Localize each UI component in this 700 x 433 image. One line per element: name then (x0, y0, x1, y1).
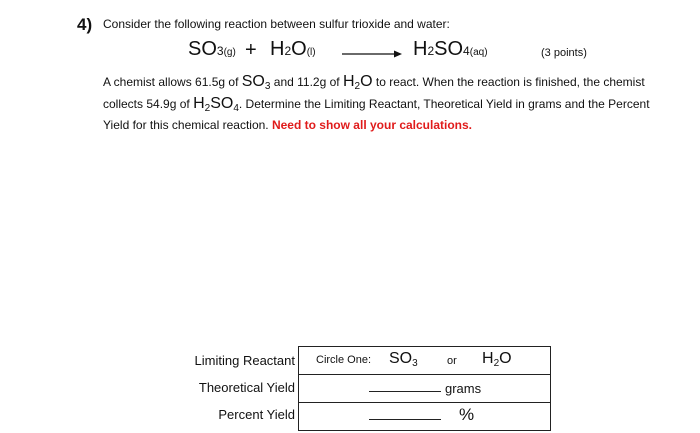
h2so4-state: (aq) (469, 47, 488, 58)
para-h2so4-h: H (193, 95, 205, 112)
limiting-reactant-label: Limiting Reactant (194, 353, 295, 368)
theoretical-yield-label: Theoretical Yield (198, 380, 295, 395)
option-so3-sub: 3 (412, 358, 418, 369)
h2o-h: H (270, 38, 285, 60)
theoretical-yield-cell (299, 375, 551, 403)
para-h2o (343, 73, 373, 90)
para-so3-symbol: SO (241, 73, 265, 90)
para-h2so4-sub2: 4 (233, 103, 239, 114)
para-so3 (242, 73, 271, 90)
h2so4-subscript1: 2 (427, 44, 435, 58)
option-h2o-o: O (499, 350, 512, 367)
percent-yield-label: Percent Yield (218, 407, 295, 422)
percent-yield-blank[interactable] (369, 419, 441, 420)
option-so3-symbol: SO (389, 350, 413, 367)
reaction-arrow-icon (342, 49, 402, 59)
para-text-1: A chemist allows 61.5g of (103, 75, 242, 89)
theoretical-yield-blank[interactable] (369, 391, 441, 392)
percent-yield-row (299, 403, 551, 431)
problem-text (103, 73, 663, 134)
h2o-subscript: 2 (284, 44, 292, 58)
question-number: 4) (77, 15, 93, 34)
product-h2so4 (413, 38, 488, 68)
grams-unit: grams (445, 381, 482, 396)
para-h2o-o: O (360, 73, 373, 90)
para-so3-sub: 3 (264, 81, 271, 92)
limiting-cell-inner (299, 347, 550, 374)
h2so4-h: H (413, 38, 428, 60)
h2so4-subscript2: 4 (463, 44, 470, 58)
or-label: or (447, 355, 457, 367)
para-h2so4-sub1: 2 (204, 103, 211, 114)
percent-cell-inner (299, 403, 550, 430)
reactant-so3 (188, 38, 236, 68)
para-h2so4 (193, 95, 239, 112)
percent-yield-cell (299, 403, 551, 431)
plus-sign: + (245, 39, 257, 61)
para-text-2: and 11.2g of (270, 75, 343, 89)
option-h2o-h: H (482, 350, 494, 367)
so3-formula: SO (188, 38, 217, 60)
question-intro: Consider the following reaction between sulfur trioxide and water: (103, 17, 450, 31)
theoretical-cell-inner (299, 375, 550, 402)
h2o-o: O (291, 38, 307, 60)
para-text-4: . Determine the Limiting Reactant, Theoretical Yield in grams and the Percent Yield for this chemical reaction. (103, 97, 650, 132)
points-label: (3 points) (541, 47, 587, 59)
percent-unit: % (459, 405, 475, 424)
answer-table (298, 346, 551, 431)
h2o-state: (l) (306, 47, 316, 58)
limiting-reactant-row (299, 347, 551, 375)
h2so4-so: SO (434, 38, 464, 60)
theoretical-yield-row (299, 375, 551, 403)
reactant-h2o (270, 38, 316, 68)
emphasis-text: Need to show all your calculations. (271, 118, 473, 132)
circle-one-label: Circle One: (316, 354, 372, 366)
limiting-reactant-cell (299, 347, 551, 375)
option-h2o-sub: 2 (493, 358, 500, 369)
option-h2o[interactable] (482, 350, 512, 369)
para-text-3: to react. When the reaction is finished, the chemist collects 54.9g of (103, 75, 645, 111)
para-h2so4-so: SO (210, 95, 234, 112)
option-so3[interactable] (389, 350, 418, 369)
so3-state: (g) (223, 47, 236, 58)
para-h2o-sub: 2 (354, 81, 361, 92)
para-h2o-h: H (342, 73, 355, 90)
so3-subscript: 3 (216, 44, 224, 58)
